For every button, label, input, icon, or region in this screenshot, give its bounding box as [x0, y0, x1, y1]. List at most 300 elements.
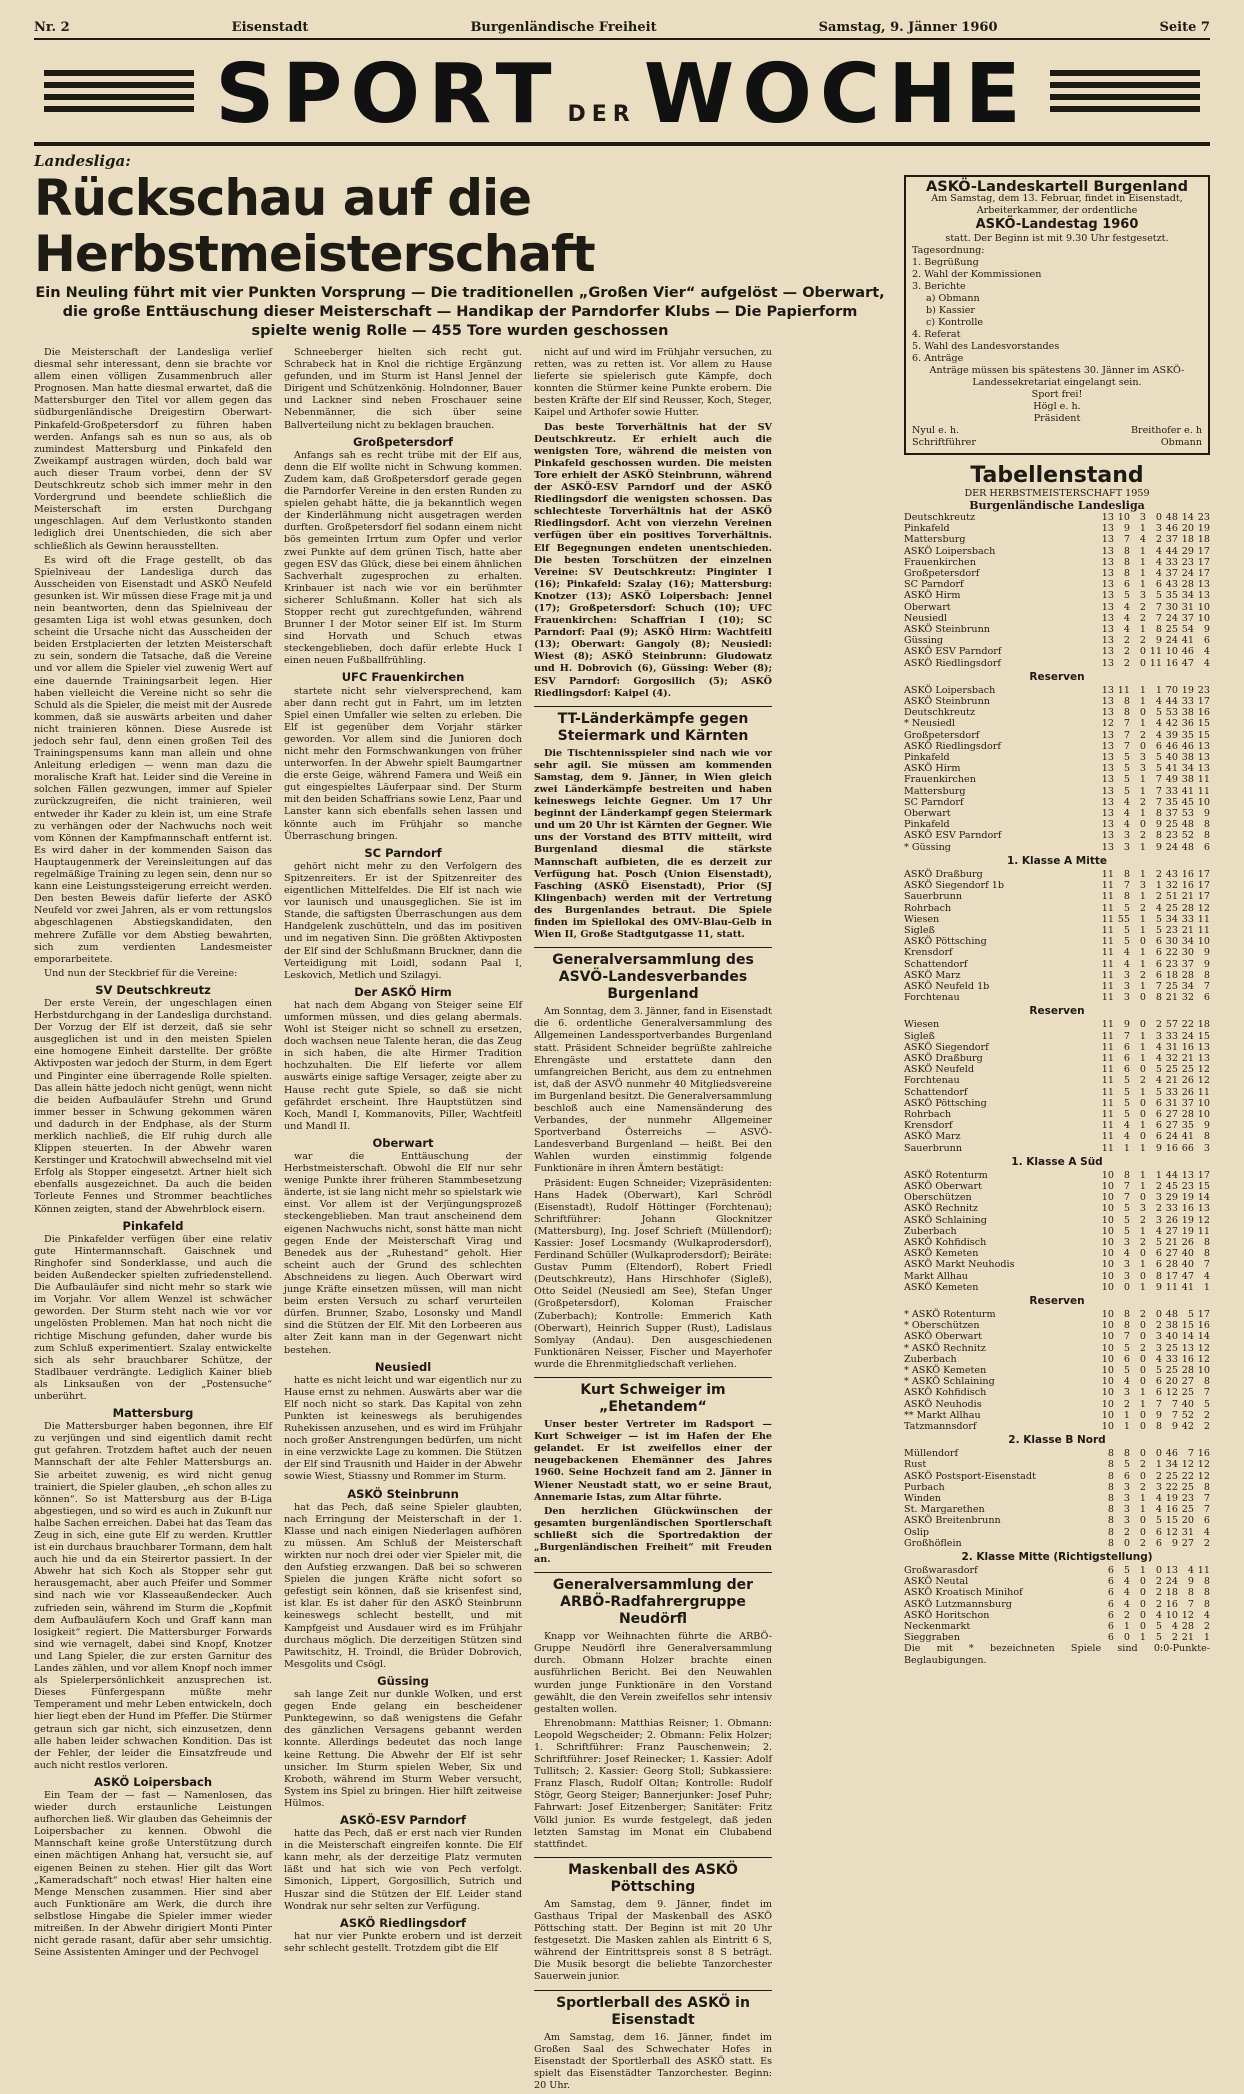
stat-cell: 3	[1123, 841, 1130, 853]
stat-cell: 6	[1107, 1609, 1114, 1621]
stat-cell: 8	[1107, 1493, 1114, 1505]
stat-cell: 6	[1107, 1565, 1114, 1577]
stat-cell: 0	[1139, 1515, 1146, 1527]
stat-cell: 1	[1139, 624, 1146, 636]
team-name: ASKÖ Neufeld	[904, 1064, 975, 1076]
table-row	[904, 1565, 1210, 1576]
stat-cell: 12	[1197, 1064, 1210, 1076]
table-row	[904, 557, 1210, 568]
stat-cell: 40	[1181, 1259, 1194, 1271]
stat-cell: 4	[1203, 1609, 1210, 1621]
stat-cell: 3	[1123, 1259, 1130, 1271]
stat-cell: 7	[1155, 601, 1162, 613]
stat-cell: 20	[1165, 1376, 1178, 1388]
stat-cell: 2	[1139, 601, 1146, 613]
stat-cell: 8	[1123, 891, 1130, 903]
stat-cell: 21	[1165, 1236, 1178, 1248]
masthead-stripes-left	[44, 70, 194, 118]
team-name: St. Margarethen	[904, 1504, 985, 1516]
right-signature: Breithofer e. h	[1130, 425, 1202, 436]
stat-cell: 8	[1123, 545, 1130, 557]
agenda-item: 6. Anträge	[912, 353, 964, 364]
paragraph: hatte das Pech, daß er erst nach vier Runden in die Meisterschaft eingreifen konnte. Die Elf kann mehr, als der derzeitige Platz vermuten läßt und hat sich wie von Pech verfolgt. Simonich, Lippert, Gorgosillich, Sutrich und Huszar sind die Stützen der Elf. Leider stand Wondrak nur sehr selten zur Verfügung.	[284, 1828, 522, 1912]
stat-cell: 8	[1107, 1448, 1114, 1460]
stat-cell: 8	[1107, 1526, 1114, 1538]
stat-cell: 7	[1203, 1387, 1210, 1399]
stat-cell: 13	[1197, 1052, 1210, 1064]
stat-cell: 13	[1101, 590, 1114, 602]
table-row	[904, 1170, 1210, 1181]
stat-cell: 31	[1165, 1097, 1178, 1109]
stat-cell: 24	[1181, 568, 1194, 580]
stat-cell: 4	[1123, 1120, 1130, 1132]
page-header	[34, 20, 1210, 40]
stat-cell: 14	[1181, 512, 1194, 523]
notice-title: ASKÖ-Landeskartell Burgenland	[926, 179, 1188, 195]
stat-cell: 0	[1139, 657, 1146, 669]
stat-cell: 3	[1155, 1030, 1162, 1042]
stat-cell: 7	[1123, 1180, 1130, 1192]
team-name: Deutschkreutz	[904, 707, 976, 719]
stat-cell: 1	[1139, 568, 1146, 580]
stat-cell: 13	[1101, 841, 1114, 853]
stat-cell: 13	[1101, 523, 1114, 535]
standings-table	[904, 1448, 1210, 1549]
section-heading: Der ASKÖ Hirm	[354, 984, 452, 999]
tables-footnote: Die mit * bezeichneten Spiele sind 0:0-Punkte-Beglaubigungen.	[904, 1643, 1210, 1666]
paragraph: hat nach dem Abgang von Steiger seine Elf umformen müssen, und dies gelang abermals. Wohl ist Steiger nicht so schnell zu ersetzen, doch wachsen neue Talente heran, die das Zeug in sich haben, die alte Hirmer Tradition hochzuhalten. Die Elf lieferte vor allem auswärts einige saftige Versager, zeigte aber zu Hause recht gute Spiele, so daß sie nicht gefährdet erscheint. Ihre Hauptstützen sind Koch, Mandl I, Kommanovits, Piller, Wachtfeitl und Mandl II.	[284, 999, 522, 1132]
stat-cell: 5	[1155, 1621, 1162, 1633]
stat-cell: 11	[1197, 785, 1210, 797]
stat-cell: 7	[1123, 729, 1130, 741]
stat-cell: 10	[1117, 512, 1130, 523]
stat-cell: 9	[1123, 1019, 1130, 1031]
table-row	[904, 869, 1210, 880]
team-name: * ASKÖ Rotenturm	[904, 1309, 996, 1320]
stat-cell: 0	[1139, 1320, 1146, 1332]
stat-cell: 31	[1165, 1041, 1178, 1053]
team-name: ASKÖ Loipersbach	[904, 545, 996, 557]
stat-cell: 1	[1155, 684, 1162, 696]
stat-cell: 9	[1155, 635, 1162, 647]
team-name: Großpetersdorf	[904, 568, 980, 580]
stat-cell: 1	[1155, 880, 1162, 892]
standings-table	[904, 1170, 1210, 1293]
stat-cell: 1	[1139, 947, 1146, 959]
stat-cell: 19	[1165, 1493, 1178, 1505]
team-name: * ASKÖ Kemeten	[904, 1365, 987, 1377]
stat-cell: 6	[1107, 1587, 1114, 1599]
standings-table	[904, 685, 1210, 853]
stat-cell: 46	[1165, 523, 1178, 535]
stat-cell: 13	[1101, 707, 1114, 719]
stat-cell: 9	[1155, 1142, 1162, 1154]
team-name: ASKÖ Oberwart	[904, 1331, 982, 1343]
notice-hoegl: Högl e. h.	[1033, 401, 1081, 412]
table-row	[904, 1376, 1210, 1387]
team-name: ** Markt Allhau	[904, 1409, 981, 1421]
stat-cell: 10	[1101, 1398, 1114, 1410]
stat-cell: 44	[1165, 545, 1178, 557]
masthead-woche: WOCHE	[643, 46, 1029, 142]
stat-cell: 8	[1203, 819, 1210, 831]
table-row	[904, 925, 1210, 936]
stat-cell: 57	[1165, 1019, 1178, 1031]
team-name: ASKÖ Steinbrunn	[904, 624, 990, 636]
table-row	[904, 1031, 1210, 1042]
stat-cell: 8	[1155, 1421, 1162, 1433]
article-kicker: Landesliga:	[34, 152, 131, 170]
stat-cell: 33	[1165, 1203, 1178, 1215]
stat-cell: 5	[1155, 1236, 1162, 1248]
stat-cell: 49	[1165, 774, 1178, 786]
stat-cell: 0	[1139, 1609, 1146, 1621]
table-row	[904, 981, 1210, 992]
stat-cell: 19	[1181, 684, 1194, 696]
stat-cell: 28	[1181, 902, 1194, 914]
stat-cell: 18	[1197, 534, 1210, 546]
stat-cell: 9	[1155, 1281, 1162, 1293]
stat-cell: 3	[1123, 1387, 1130, 1399]
stat-cell: 20	[1181, 1515, 1194, 1527]
stat-cell: 53	[1181, 808, 1194, 820]
stat-cell: 4	[1155, 1041, 1162, 1053]
stat-cell: 1	[1139, 891, 1146, 903]
team-name: ASKÖ ESV Parndorf	[904, 646, 1002, 658]
table-row	[904, 646, 1210, 657]
team-name: Oberschützen	[904, 1192, 972, 1204]
stat-cell: 42	[1181, 1421, 1194, 1433]
stat-cell: 24	[1165, 1131, 1178, 1143]
stat-cell: 8	[1203, 1248, 1210, 1260]
paragraph: hat nur vier Punkte erobern und ist derzeit sehr schlecht gestellt. Trotzdem gibt die Elf	[284, 1930, 522, 1954]
stat-cell: 16	[1165, 1142, 1178, 1154]
stat-cell: 17	[1197, 696, 1210, 708]
stat-cell: 7	[1155, 796, 1162, 808]
table-row	[904, 1309, 1210, 1320]
agenda-item: a) Obmann	[926, 293, 980, 304]
paragraph: Der erste Verein, der ungeschlagen einen Herbstdurchgang in der Landesliga durchstand. Der Vorzug der Elf ist derzeit, daß sie sehr ausgeglichen ist und in den meisten Spielen eine homogene Einheit darstellte. Der größte Aktivposten war jedoch der Sturm, in dem Egert und Pinginter eine überragende Rolle spielten. Das allein hätte jedoch nicht genügt, wenn nicht die beiden Aufbauläufer Strehn und Grund immer besser in Schwung gekommen wären und dadurch in der Endphase, als der Sturm merklich nachließ, die Elf ruhig durch alle Klippen steuerten. In der Abwehr waren Kerstinger und Kratochwill abwechselnd mit viel Erfolg als Stopper eingesetzt. Artner hielt sich ebenfalls ausgezeichnet. Da auch die beiden Torleute Fennes und Strommer beachtliches Können zeigten, stand der Abwehrblock eisern.	[34, 997, 272, 1215]
stat-cell: 11	[1101, 924, 1114, 936]
stat-cell: 12	[1197, 902, 1210, 914]
stat-cell: 13	[1101, 635, 1114, 647]
stat-cell: 4	[1123, 601, 1130, 613]
stat-cell: 8	[1203, 1131, 1210, 1143]
notice-intro: Am Samstag, dem 13. Februar, findet in Eisenstadt, Arbeiterkammer, der ordentliche	[931, 193, 1183, 216]
stat-cell: 0	[1139, 1353, 1146, 1365]
stat-cell: 17	[1165, 1270, 1178, 1282]
table-row	[904, 1042, 1210, 1053]
stat-cell: 6	[1155, 1526, 1162, 1538]
stat-cell: 22	[1165, 1481, 1178, 1493]
stat-cell: 17	[1197, 1309, 1210, 1320]
stat-cell: 1	[1123, 1409, 1130, 1421]
table-row	[904, 786, 1210, 797]
stat-cell: 1	[1123, 1142, 1130, 1154]
stat-cell: 0	[1139, 1331, 1146, 1343]
table-row	[904, 808, 1210, 819]
stat-cell: 33	[1181, 913, 1194, 925]
stat-cell: 11	[1101, 936, 1114, 948]
stat-cell: 2	[1139, 1236, 1146, 1248]
stat-cell: 23	[1197, 512, 1210, 523]
stat-cell: 0	[1139, 1448, 1146, 1460]
section-heading: Pinkafeld	[122, 1218, 184, 1233]
stat-cell: 4	[1187, 1565, 1194, 1577]
stat-cell: 40	[1181, 1248, 1194, 1260]
stat-cell: 21	[1181, 924, 1194, 936]
stat-cell: 7	[1155, 774, 1162, 786]
team-name: Güssing	[904, 635, 944, 647]
stat-cell: 13	[1101, 684, 1114, 696]
stat-cell: 36	[1181, 718, 1194, 730]
stat-cell: 10	[1101, 1270, 1114, 1282]
stat-cell: 46	[1181, 740, 1194, 752]
table-row	[904, 819, 1210, 830]
stat-cell: 10	[1101, 1365, 1114, 1377]
paragraph: Am Samstag, dem 9. Jänner, findet im Gasthaus Tripal der Maskenball des ASKÖ Pöttsching statt. Der Beginn ist mit 20 Uhr festgesetzt. Die Masken zahlen als Eintritt 6 S, während der Eintrittspreis sonst 8 S beträgt. Die Musik besorgt die beliebte Tanzorchester Sauerwein junior.	[534, 1898, 772, 1983]
stat-cell: 4	[1155, 1609, 1162, 1621]
stat-cell: 33	[1165, 1086, 1178, 1098]
stat-cell: 0	[1155, 1309, 1162, 1320]
section-heading: Güssing	[377, 1673, 429, 1688]
stat-cell: 5	[1123, 785, 1130, 797]
stat-cell: 5	[1123, 936, 1130, 948]
team-name: ASKÖ ESV Parndorf	[904, 830, 1002, 842]
stat-cell: 26	[1165, 1214, 1178, 1226]
stat-cell: 11	[1101, 1030, 1114, 1042]
table-row	[904, 707, 1210, 718]
stat-cell: 2	[1203, 1421, 1210, 1433]
stat-cell: 4	[1155, 1075, 1162, 1087]
stat-cell: 5	[1123, 1225, 1130, 1237]
stat-cell: 25	[1165, 819, 1178, 831]
stat-cell: 15	[1197, 1030, 1210, 1042]
stat-cell: 10	[1101, 1342, 1114, 1354]
stat-cell: 2	[1123, 1526, 1130, 1538]
stat-cell: 8	[1203, 1481, 1210, 1493]
stat-cell: 25	[1165, 902, 1178, 914]
stat-cell: 28	[1181, 579, 1194, 591]
stat-cell: 24	[1165, 1576, 1178, 1588]
stat-cell: 9	[1203, 1120, 1210, 1132]
stat-cell: 11	[1101, 1142, 1114, 1154]
stat-cell: 1	[1139, 980, 1146, 992]
stat-cell: 7	[1187, 1598, 1194, 1610]
tables-subtitle-1: DER HERBSTMEISTERSCHAFT 1959	[964, 488, 1150, 499]
stat-cell: 45	[1165, 1180, 1178, 1192]
stat-cell: 1	[1139, 868, 1146, 880]
stat-cell: 17	[1197, 556, 1210, 568]
paragraph: Am Samstag, dem 16. Jänner, findet im Großen Saal des Schwechater Hofes in Eisenstadt der Sportlerball des ASKÖ statt. Es spielt das Eisenstädter Tanzorchester. Beginn: 20 Uhr.	[534, 2031, 772, 2091]
stat-cell: 1	[1139, 523, 1146, 535]
stat-cell: 5	[1123, 763, 1130, 775]
stat-cell: 28	[1181, 1621, 1194, 1633]
table-row	[904, 1410, 1210, 1421]
stat-cell: 1	[1139, 1086, 1146, 1098]
team-name: Sauerbrunn	[904, 891, 962, 903]
stat-cell: 0	[1139, 1621, 1146, 1633]
table-row	[904, 696, 1210, 707]
standings-table	[904, 869, 1210, 1003]
team-name: Großhöflein	[904, 1537, 962, 1549]
stat-cell: 3	[1155, 1331, 1162, 1343]
team-name: ASKÖ Rotenturm	[904, 1169, 988, 1181]
stat-cell: 5	[1123, 1097, 1130, 1109]
table-row	[904, 1192, 1210, 1203]
stat-cell: 4	[1155, 696, 1162, 708]
team-name: ASKÖ Draßburg	[904, 868, 983, 880]
stat-cell: 13	[1101, 545, 1114, 557]
stat-cell: 0	[1123, 1281, 1130, 1293]
stat-cell: 7	[1155, 785, 1162, 797]
table-row	[904, 1421, 1210, 1432]
section-heading: Mattersburg	[112, 1406, 194, 1421]
stat-cell: 0	[1139, 1365, 1146, 1377]
stat-cell: 8	[1123, 556, 1130, 568]
standings-table	[904, 1019, 1210, 1153]
stat-cell: 51	[1165, 891, 1178, 903]
stat-cell: 13	[1165, 1565, 1178, 1577]
table-row	[904, 1181, 1210, 1192]
stat-cell: 46	[1165, 740, 1178, 752]
table-row	[904, 1365, 1210, 1376]
team-name: SC Parndorf	[904, 579, 964, 591]
stat-cell: 13	[1101, 601, 1114, 613]
column-2	[284, 347, 522, 2094]
paragraph: Am Sonntag, dem 3. Jänner, fand in Eisenstadt die 6. ordentliche Generalversammlung des Allgemeinen Landessportverbandes Burgenland statt. Präsident Schneider begrüßte zahlreiche Ehrengäste und erstattete dann den umfangreichen Bericht, aus dem zu entnehmen ist, daß der ASVÖ nunmehr 40 Mitgliedsvereine im Burgenland besitzt. Die Generalversammlung beschloß auch eine Namensänderung des Verbandes, der nunmehr Allgemeiner Sportverband Österreichs — ASVÖ-Landesverband Burgenland — heißt. Bei den Wahlen wurden einstimmig folgende Funktionäre in ihren Ämtern bestätigt:	[534, 1006, 773, 1175]
table-row	[904, 1259, 1210, 1270]
stat-cell: 43	[1165, 579, 1178, 591]
stat-cell: 6	[1155, 1248, 1162, 1260]
stat-cell: 3	[1139, 763, 1146, 775]
paragraph: Anfangs sah es recht trübe mit der Elf aus, denn die Elf wollte nicht in Schwung kommen. Zudem kam, daß Großpetersdorf gerade gegen die Parndorfer Vereine in den ersten Runden zu spielen gehabt hätte, die ja bekanntlich wegen der Kinderlähmung nicht ausgetragen werden durften. Großpetersdorf fiel sodann einem nicht bös gemeinten Irrtum zum Opfer und verlor zwei Punkte auf dem grünen Tisch, hatte aber gegen ESV das Glück, diese bei einem ähnlichen Sachverhalt zugesprochen zu erhalten. Krinbauer ist nach wie vor ein berühmter sicherer Schlußmann. Koller hat sich als Stopper recht gut zurechtgefunden, während Brunner I der Motor seiner Elf ist. Im Sturm sind Horvath und Schuch etwas steckengeblieben, doch dafür erlebte Huck I einen neuen Fußballfrühling.	[284, 449, 522, 667]
team-name: Wiesen	[904, 913, 940, 925]
stat-cell: 20	[1181, 523, 1194, 535]
stat-cell: 25	[1181, 1481, 1194, 1493]
stat-cell: 15	[1197, 718, 1210, 730]
stat-cell: 1	[1139, 1493, 1146, 1505]
stat-cell: 1	[1139, 556, 1146, 568]
stat-cell: 12	[1181, 1609, 1194, 1621]
stat-cell: 2	[1123, 646, 1130, 658]
stat-cell: 33	[1165, 556, 1178, 568]
stat-cell: 41	[1181, 1281, 1194, 1293]
stat-cell: 53	[1165, 707, 1178, 719]
table-row	[904, 1215, 1210, 1226]
stat-cell: 4	[1155, 1353, 1162, 1365]
stat-cell: 13	[1197, 740, 1210, 752]
team-name: ASKÖ Steinbrunn	[904, 696, 990, 708]
article-columns	[34, 347, 886, 2094]
stat-cell: 37	[1165, 534, 1178, 546]
stat-cell: 30	[1165, 936, 1178, 948]
paragraph: startete nicht sehr vielversprechend, kam aber dann recht gut in Fahrt, um im letzten Spiel einen Umfaller wie selten zu erleben. Die Elf ist gegenüber dem Vorjahr stärker geworden. Vor allem sind die Junioren doch nicht mehr den Formschwankungen von früher unterworfen. In der Abwehr spielt Baumgartner die erste Geige, während Famera und Weiß ein gut eingespieltes Läuferpaar sind. Der Sturm mit den beiden Schaffrians sowie Lenz, Paar und Lanster kann sich ebenfalls sehen lassen und könnte auch im Frühjahr so manche Überraschung bringen.	[284, 685, 522, 842]
stat-cell: 1	[1155, 1169, 1162, 1181]
stat-cell: 17	[1197, 568, 1210, 580]
stat-cell: 11	[1101, 1041, 1114, 1053]
team-name: Tatzmannsdorf	[904, 1421, 977, 1433]
stat-cell: 17	[1197, 868, 1210, 880]
stat-cell: 35	[1181, 1120, 1194, 1132]
team-name: Müllendorf	[904, 1448, 959, 1460]
section-heading: Großpetersdorf	[353, 434, 453, 449]
table-row	[904, 546, 1210, 557]
stat-cell: 1	[1139, 1259, 1146, 1271]
table-row	[904, 1610, 1210, 1621]
stat-cell: 5	[1123, 1086, 1130, 1098]
stat-cell: 15	[1197, 1180, 1210, 1192]
stat-cell: 13	[1101, 752, 1114, 764]
team-name: ASKÖ Kroatisch Minihof	[904, 1587, 1023, 1599]
stat-cell: 5	[1155, 590, 1162, 602]
stat-cell: 41	[1181, 785, 1194, 797]
agenda-item: 1. Begrüßung	[912, 257, 979, 268]
table-section-heading: Reserven	[1029, 1295, 1085, 1307]
stat-cell: 3	[1155, 1214, 1162, 1226]
stat-cell: 7	[1123, 880, 1130, 892]
stat-cell: 1	[1139, 913, 1146, 925]
stat-cell: 4	[1123, 1576, 1130, 1588]
team-name: Pinkafeld	[904, 523, 950, 535]
stat-cell: 4	[1155, 729, 1162, 741]
agenda-item: 4. Referat	[912, 329, 961, 340]
stat-cell: 7	[1203, 1504, 1210, 1516]
stat-cell: 10	[1101, 1180, 1114, 1192]
stat-cell: 10	[1197, 796, 1210, 808]
stat-cell: 25	[1181, 1064, 1194, 1076]
stat-cell: 29	[1181, 545, 1194, 557]
table-row	[904, 891, 1210, 902]
stat-cell: 0	[1139, 819, 1146, 831]
stat-cell: 25	[1181, 1504, 1194, 1516]
stat-cell: 4	[1155, 1052, 1162, 1064]
team-name: ASKÖ Pöttsching	[904, 936, 987, 948]
stat-cell: 9	[1155, 1409, 1162, 1421]
stat-cell: 0	[1139, 1248, 1146, 1260]
team-name: * ASKÖ Rechnitz	[904, 1342, 986, 1354]
stat-cell: 5	[1123, 752, 1130, 764]
news-headline: Sportlerball des ASKÖ in Eisenstadt	[534, 1990, 772, 2029]
table-row	[904, 774, 1210, 785]
stat-cell: 5	[1155, 752, 1162, 764]
team-name: Forchtenau	[904, 992, 960, 1004]
stat-cell: 11	[1117, 684, 1130, 696]
stat-cell: 13	[1101, 729, 1114, 741]
left-signature: Nyul e. h.	[912, 425, 960, 436]
stat-cell: 4	[1139, 534, 1146, 546]
team-name: * Oberschützen	[904, 1320, 980, 1332]
stat-cell: 13	[1101, 796, 1114, 808]
stat-cell: 7	[1123, 534, 1130, 546]
table-row	[904, 830, 1210, 841]
stat-cell: 28	[1181, 1108, 1194, 1120]
stat-cell: 46	[1181, 646, 1194, 658]
stat-cell: 24	[1165, 612, 1178, 624]
table-row	[904, 970, 1210, 981]
team-name: Zuberbach	[904, 1225, 957, 1237]
team-name: ASKÖ Kohfidisch	[904, 1236, 987, 1248]
paragraph: Unser bester Vertreter im Radsport — Kurt Schweiger — ist im Hafen der Ehe gelandet. Er ist zweifellos einer der neugebackenen Ehemänner des Jahres 1960. Seine Hochzeit fand am 2. Jänner in Wiener Neustadt statt, wo er seine Braut, Annemarie Istas, zum Altar führte.	[534, 1419, 772, 1503]
table-row	[904, 1493, 1210, 1504]
stat-cell: 8	[1123, 1169, 1130, 1181]
stat-cell: 10	[1101, 1236, 1114, 1248]
table-section-heading: Reserven	[1029, 670, 1085, 683]
stat-cell: 5	[1123, 902, 1130, 914]
stat-cell: 16	[1165, 1504, 1178, 1516]
team-name: Sieggraben	[904, 1632, 960, 1644]
stat-cell: 8	[1123, 868, 1130, 880]
